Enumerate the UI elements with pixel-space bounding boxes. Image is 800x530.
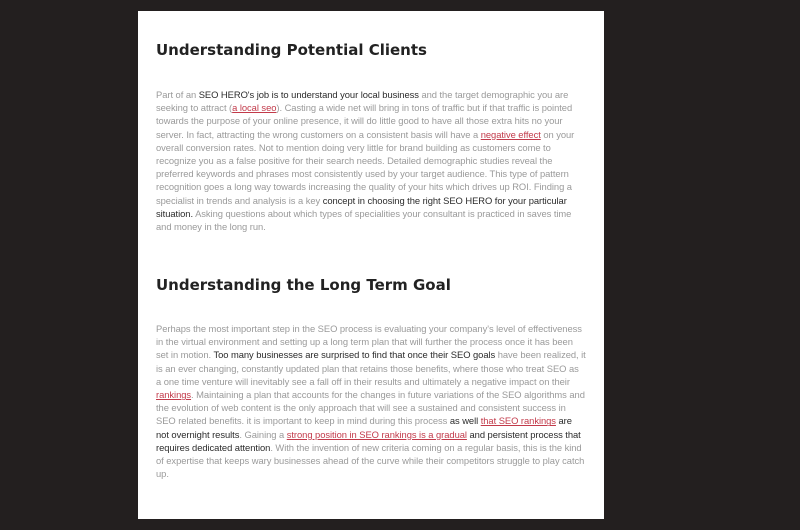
inline-link[interactable]: rankings <box>156 389 192 401</box>
body-text: and the target demographic you are seeking to attract ( <box>156 89 569 114</box>
emphasized-text: SEO HERO's job is to understand your local business <box>198 89 419 100</box>
section-heading-long-term-goal: Understanding the Long Term Goal <box>156 276 451 294</box>
inline-link[interactable]: negative effect <box>480 128 541 140</box>
body-text: . Gaining a <box>239 428 287 440</box>
emphasized-text: concept in choosing the right SEO HERO for your particular situation. <box>156 194 567 219</box>
body-text: . With the invention of new criteria coming on a regular basis, this is the kind of expertise that keeps wary businesses ahead of the curve while their competitors struggle to play catch up. <box>156 441 585 480</box>
body-text: Perhaps the most important step in the SEO process is evaluating your company's level of effectiveness in the virtual environment and setting up a long term plan that will further the process once it has been set in motion. <box>156 323 582 361</box>
emphasized-text: as well <box>449 415 481 427</box>
inline-link[interactable]: a local seo <box>232 102 277 114</box>
body-text: Asking questions about which types of specialities your consultant is practiced in saves time and money in the long run. <box>156 207 572 233</box>
body-text: ). Casting a wide net will bring in tons of traffic but if that traffic is pointed towards the purpose of your online presence, it will do little good to have all those extra hits no your server. In fact, attracting the wrong customers on a consistent basis will have a <box>156 102 573 140</box>
paragraph-long-term-goal <box>156 322 586 480</box>
section-heading-potential-clients: Understanding Potential Clients <box>156 41 427 59</box>
emphasized-text: and persistent process that requires dedicated attention <box>156 428 581 453</box>
inline-link[interactable]: strong position in SEO rankings is a gradual <box>286 428 467 440</box>
body-text: Part of an <box>156 89 199 100</box>
body-text: on your overall conversion rates. Not to mention doing very little for brand building as customers come to recognize you as a false positive for their search needs. Detailed demographic studies reveal the preferred keywords and phrases most consistently used by your target audience. This type of pattern recognition goes a long way towards increasing the quality of your hits which drives up ROI. Finding a specialist in trends and analysis is a key <box>156 128 575 206</box>
body-text: have been realized, it is an ever changing, constantly updated plan that retains those benefits, where those who treat SEO as a one time venture will inevitably see a fall off in their results and ultimately a negative impact on their <box>156 349 586 387</box>
emphasized-text: Too many businesses are surprised to find that once their SEO goals <box>213 349 496 361</box>
paragraph-potential-clients <box>156 88 586 233</box>
body-text: . Maintaining a plan that accounts for the changes in future variations of the SEO algorithms and the evolution of web content is the only approach that will see a sustained and consistent success in SEO related benefits. it is important to keep in mind during this process <box>156 389 585 427</box>
inline-link[interactable]: that SEO rankings <box>480 415 556 427</box>
emphasized-text: are not overnight results <box>156 415 572 440</box>
article-page <box>138 11 604 519</box>
